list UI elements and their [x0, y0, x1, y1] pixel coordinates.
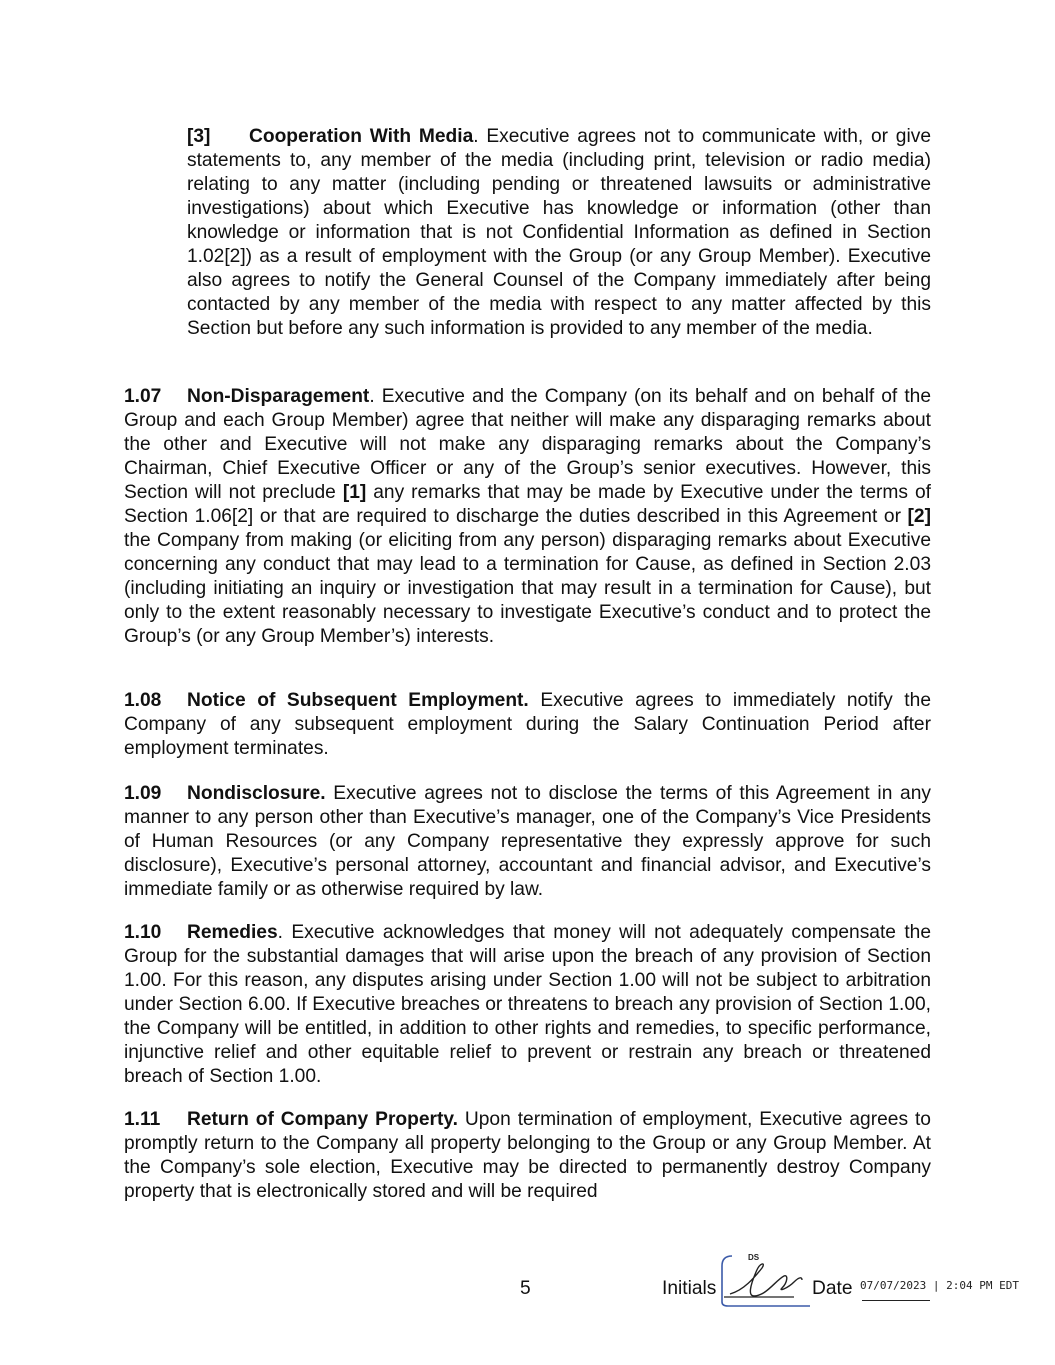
section-number: 1.08	[124, 690, 162, 711]
date-stamp: 07/07/2023 | 2:04 PM EDT	[860, 1279, 1019, 1292]
section-title: Cooperation With Media	[249, 126, 474, 147]
section-title: Non-Disparagement	[187, 386, 370, 407]
section-title: Nondisclosure.	[187, 783, 326, 804]
section-number: 1.10	[124, 922, 162, 943]
section-number: 1.11	[124, 1109, 161, 1130]
section-body: Executive agrees not to disclose the terms of this Agreement in any manner to any person other than Executive’s manager, one of the Company’s Vice Presidents of Human Resources (or any Company representative they expressly approve for such disclosure), Executive’s personal attorney, accountant and financial advisor, and Executive’s immediate family or as otherwise required by law.	[124, 783, 931, 900]
section-number: 1.09	[124, 783, 162, 804]
date-underline	[862, 1300, 930, 1301]
section-body: any remarks that may be made by Executive under the terms of Section 1.06[2] or that are required to discharge the duties described in this Agreement or	[124, 482, 931, 527]
clause-marker: [2]	[907, 506, 931, 527]
section-body: . Executive and the Company (on its behalf and on behalf of the Group and each Group Member) agree that neither will make any disparaging remarks about the other and Executive will not make any disparaging remarks about the Company’s Chairman, Chief Executive Officer or any of the Group’s senior executives. However, this Section will not preclude	[124, 386, 931, 503]
section-1-08	[124, 689, 931, 761]
section-body: Upon termination of employment, Executive agrees to promptly return to the Company all property belonging to the Group or any Group Member. At the Company’s sole election, Executive may be directed to permanently destroy Company property that is electronically stored and will be required	[124, 1109, 931, 1202]
section-body: the Company from making (or eliciting from any person) disparaging remarks about Executive concerning any conduct that may lead to a termination for Cause, as defined in Section 2.03 (including initiating an inquiry or investigation that may result in a termination for Cause), but only to the extent reasonably necessary to investigate Executive’s conduct and to protect the Group’s (or any Group Member’s) interests.	[124, 530, 931, 647]
section-1-11	[124, 1108, 931, 1204]
date-label: Date	[812, 1278, 853, 1299]
section-number: [3]	[187, 126, 211, 147]
section-1-10	[124, 921, 931, 1089]
section-title: Return of Company Property.	[187, 1109, 458, 1130]
section-body: . Executive acknowledges that money will not adequately compensate the Group for the substantial damages that will arise upon the breach of any provision of Section 1.00. For this reason, any disputes arising under Section 1.00 will not be subject to arbitration under Section 6.00. If Executive breaches or threatens to breach any provision of Section 1.00, the Company will be entitled, in addition to other rights and remedies, to specific performance, injunctive relief and other equitable relief to prevent or restrain any breach or threatened breach of Section 1.00.	[124, 922, 931, 1087]
section-title: Remedies	[187, 922, 278, 943]
section-number: 1.07	[124, 386, 162, 407]
section-body: Executive agrees to immediately notify the Company of any subsequent employment during the Salary Continuation Period after employment terminates.	[124, 690, 931, 759]
section-1-06-3	[187, 125, 931, 341]
signature-icon	[718, 1250, 818, 1308]
page-number: 5	[520, 1278, 531, 1299]
section-title: Notice of Subsequent Employment.	[187, 690, 529, 711]
initials-label: Initials	[662, 1278, 717, 1299]
section-1-09	[124, 782, 931, 902]
signature-tag: DS	[748, 1253, 760, 1262]
clause-marker: [1]	[342, 482, 367, 503]
section-body: . Executive agrees not to communicate with, or give statements to, any member of the media (including print, television or radio media) relating to any matter (including pending or threatened lawsuits or administrative investigations) about which Executive has knowledge or information (other than knowledge or information that is not Confidential Information as defined in Section 1.02[2]) as a result of employment with the Group (or any Group Member). Executive also agrees to notify the General Counsel of the Company immediately after being contacted by any member of the media with respect to any matter affected by this Section but before any such information is provided to any member of the media.	[187, 126, 931, 339]
section-1-07	[124, 385, 931, 649]
